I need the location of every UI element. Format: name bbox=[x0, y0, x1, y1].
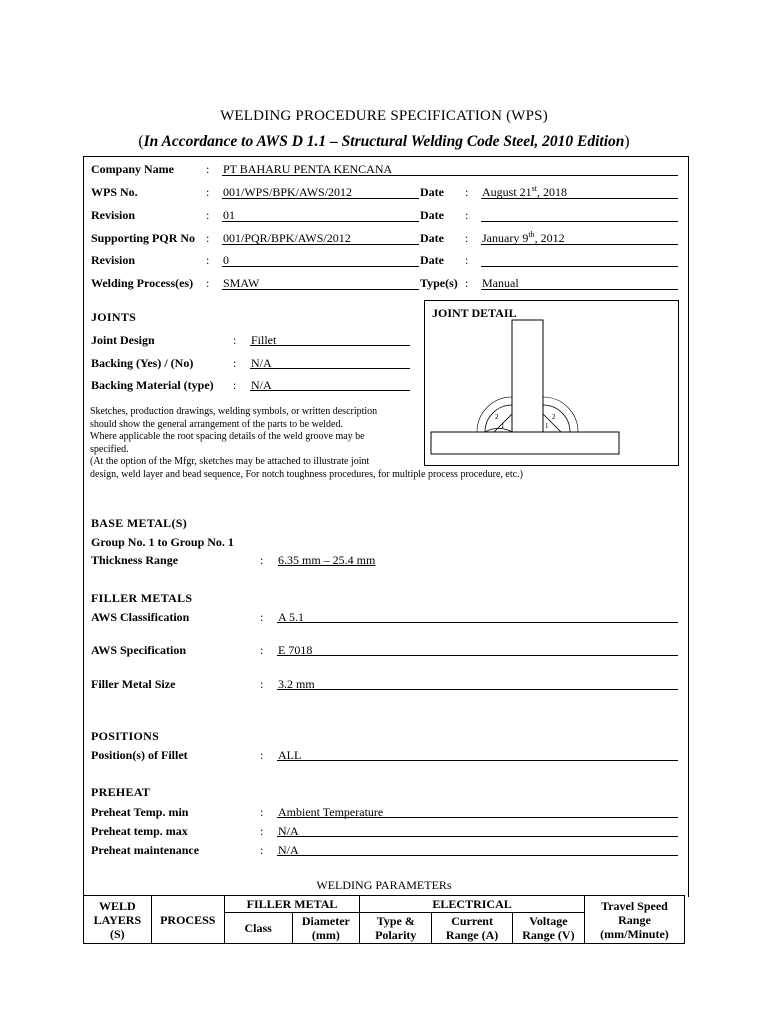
diameter-line: Diameter bbox=[301, 914, 350, 928]
colon: : bbox=[233, 356, 237, 370]
filler-metal-header: FILLER METAL bbox=[224, 896, 359, 913]
preheat-min-value: Ambient Temperature bbox=[278, 805, 384, 819]
weld-arc-left-inner bbox=[485, 428, 512, 432]
wps-date-label: Date bbox=[420, 185, 444, 199]
aws-classification-label: AWS Classification bbox=[91, 610, 190, 624]
pqr-label: Supporting PQR No bbox=[91, 231, 196, 245]
travel-speed-header bbox=[584, 896, 684, 944]
web-plate bbox=[512, 320, 543, 432]
current-header bbox=[432, 913, 513, 944]
wps-date-pre: August 21 bbox=[482, 185, 532, 199]
diameter-header bbox=[292, 913, 360, 944]
weld-layers-line: LAYERS bbox=[93, 912, 142, 927]
backing-material-label: Backing Material (type) bbox=[91, 378, 214, 392]
colon: : bbox=[465, 276, 469, 290]
filler-metals-heading: FILLER METALS bbox=[91, 591, 193, 605]
fillet-position-underline bbox=[277, 760, 678, 761]
pqr-date-pre: January 9 bbox=[482, 231, 529, 245]
group-label: Group No. 1 to Group No. 1 bbox=[91, 535, 234, 549]
colon: : bbox=[260, 805, 264, 819]
voltage-line: Voltage bbox=[529, 914, 568, 928]
colon: : bbox=[206, 162, 210, 176]
class-header: Class bbox=[224, 913, 292, 944]
wps-no-underline bbox=[222, 198, 419, 199]
electrical-header: ELECTRICAL bbox=[360, 896, 585, 913]
bead-label-left-1: 1 bbox=[501, 422, 505, 430]
aws-specification-underline bbox=[277, 655, 678, 656]
travel-speed-line: (mm/Minute) bbox=[600, 926, 669, 941]
diameter-line: (mm) bbox=[311, 928, 340, 942]
weld-layers-line: (S) bbox=[110, 926, 125, 941]
joint-design-label: Joint Design bbox=[91, 333, 155, 347]
filler-size-underline bbox=[277, 689, 678, 690]
aws-classification-value: A 5.1 bbox=[278, 610, 305, 624]
subtitle-text: In Accordance to AWS D 1.1 – Structural Welding Code Steel, 2010 Edition bbox=[143, 133, 625, 150]
aws-classification-underline bbox=[277, 622, 678, 623]
pqr-date-post: , 2012 bbox=[534, 231, 565, 245]
preheat-heading: PREHEAT bbox=[91, 785, 151, 799]
colon: : bbox=[260, 553, 264, 567]
colon: : bbox=[206, 208, 210, 222]
thickness-label: Thickness Range bbox=[91, 553, 179, 567]
colon: : bbox=[260, 824, 264, 838]
welding-process-label: Welding Process(es) bbox=[91, 276, 194, 290]
company-name-label: Company Name bbox=[91, 162, 174, 176]
fillet-joint-sketch bbox=[425, 301, 677, 464]
joint-design-value: Fillet bbox=[251, 333, 277, 347]
note-line: (At the option of the Mfgr, sketches may be attached to illustrate joint bbox=[90, 456, 370, 467]
document-title: WELDING PROCEDURE SPECIFICATION (WPS) bbox=[220, 108, 548, 124]
colon: : bbox=[260, 610, 264, 624]
company-name-underline bbox=[222, 175, 678, 176]
colon: : bbox=[206, 185, 210, 199]
aws-specification-label: AWS Specification bbox=[91, 643, 187, 657]
process-header: PROCESS bbox=[151, 896, 224, 944]
colon: : bbox=[206, 253, 210, 267]
type-polarity-line: Type & bbox=[376, 914, 415, 928]
bead-label-left-2: 2 bbox=[495, 413, 499, 421]
welding-parameters-table bbox=[83, 895, 685, 944]
note-line: specified. bbox=[90, 443, 129, 455]
backing-underline bbox=[250, 368, 410, 369]
joint-design-underline bbox=[250, 345, 410, 346]
note-line: design, weld layer and bead sequence, For notch toughness procedures, for multiple process procedure, etc.) bbox=[90, 468, 523, 480]
revision2-date-underline bbox=[481, 266, 678, 267]
preheat-max-value: N/A bbox=[278, 824, 299, 838]
filler-size-label: Filler Metal Size bbox=[91, 677, 176, 691]
revision-value: 01 bbox=[223, 208, 235, 222]
document-subtitle bbox=[0, 133, 768, 151]
type-underline bbox=[481, 289, 678, 290]
type-value: Manual bbox=[482, 276, 519, 290]
colon: : bbox=[233, 378, 237, 392]
revision-date-label: Date bbox=[420, 208, 444, 222]
wps-date-underline bbox=[481, 198, 678, 199]
type-polarity-line: Polarity bbox=[375, 928, 417, 942]
fillet-position-value: ALL bbox=[278, 748, 302, 762]
joint-detail-title: JOINT DETAIL bbox=[432, 306, 517, 320]
type-polarity-header bbox=[360, 913, 432, 944]
pqr-date-sup: th bbox=[528, 230, 535, 239]
welding-process-underline bbox=[222, 289, 419, 290]
revision-label: Revision bbox=[91, 208, 136, 222]
positions-heading: POSITIONS bbox=[91, 729, 160, 743]
wps-date-post: , 2018 bbox=[537, 185, 568, 199]
colon: : bbox=[465, 208, 469, 222]
bead-label-right-1: 1 bbox=[545, 422, 549, 430]
preheat-min-label: Preheat Temp. min bbox=[91, 805, 189, 819]
wps-date-sup: st bbox=[531, 184, 538, 193]
preheat-min-underline bbox=[277, 817, 678, 818]
revision-underline bbox=[222, 221, 419, 222]
colon: : bbox=[465, 253, 469, 267]
pqr-value: 001/PQR/BPK/AWS/2012 bbox=[223, 231, 351, 245]
pqr-underline bbox=[222, 244, 419, 245]
colon: : bbox=[260, 843, 264, 857]
colon: : bbox=[260, 643, 264, 657]
current-line: Current bbox=[451, 914, 493, 928]
type-label: Type(s) bbox=[420, 276, 458, 290]
backing-material-underline bbox=[250, 390, 410, 391]
company-name-value: PT BAHARU PENTA KENCANA bbox=[223, 162, 393, 176]
bead-label-right-2: 2 bbox=[552, 413, 556, 421]
joints-heading: JOINTS bbox=[91, 310, 137, 324]
preheat-max-underline bbox=[277, 836, 678, 837]
current-line: Range (A) bbox=[445, 928, 499, 942]
weld-layers-header bbox=[84, 896, 152, 944]
colon: : bbox=[206, 231, 210, 245]
preheat-maint-value: N/A bbox=[278, 843, 299, 857]
revision2-underline bbox=[222, 266, 419, 267]
welding-process-value: SMAW bbox=[223, 276, 260, 290]
revision2-label: Revision bbox=[91, 253, 136, 267]
voltage-line: Range (V) bbox=[522, 928, 575, 942]
weld-layers-line: WELD bbox=[99, 898, 136, 913]
note-line: Where applicable the root spacing details of the weld groove may be bbox=[90, 431, 365, 442]
backing-material-value: N/A bbox=[251, 378, 272, 392]
travel-speed-line: Range bbox=[618, 912, 651, 927]
travel-speed-line: Travel Speed bbox=[601, 898, 668, 913]
filler-size-value: 3.2 mm bbox=[278, 677, 315, 691]
preheat-maint-label: Preheat maintenance bbox=[91, 843, 200, 857]
note-line: Sketches, production drawings, welding symbols, or written description bbox=[90, 406, 378, 417]
subtitle-close-paren: ) bbox=[624, 133, 630, 150]
welding-parameters-heading: WELDING PARAMETERs bbox=[316, 878, 452, 892]
subtitle-open-paren: ( bbox=[138, 133, 144, 150]
preheat-max-label: Preheat temp. max bbox=[91, 824, 188, 838]
pqr-date-underline bbox=[481, 244, 678, 245]
colon: : bbox=[233, 333, 237, 347]
wps-no-value: 001/WPS/BPK/AWS/2012 bbox=[223, 185, 353, 199]
preheat-maint-underline bbox=[277, 855, 678, 856]
revision2-date-label: Date bbox=[420, 253, 444, 267]
colon: : bbox=[206, 276, 210, 290]
base-metal-heading: BASE METAL(S) bbox=[91, 516, 188, 530]
voltage-header bbox=[512, 913, 584, 944]
fillet-position-label: Position(s) of Fillet bbox=[91, 748, 188, 762]
colon: : bbox=[465, 231, 469, 245]
colon: : bbox=[260, 748, 264, 762]
aws-specification-value: E 7018 bbox=[278, 643, 313, 657]
colon: : bbox=[465, 185, 469, 199]
revision2-value: 0 bbox=[223, 253, 229, 267]
wps-no-label: WPS No. bbox=[91, 185, 138, 199]
revision-date-underline bbox=[481, 221, 678, 222]
base-plate bbox=[431, 432, 619, 454]
note-line: should show the general arrangement of the parts to be welded. bbox=[90, 418, 343, 430]
thickness-value: 6.35 mm – 25.4 mm bbox=[278, 553, 376, 567]
backing-value: N/A bbox=[251, 356, 272, 370]
pqr-date-label: Date bbox=[420, 231, 444, 245]
backing-label: Backing (Yes) / (No) bbox=[91, 356, 194, 370]
colon: : bbox=[260, 677, 264, 691]
